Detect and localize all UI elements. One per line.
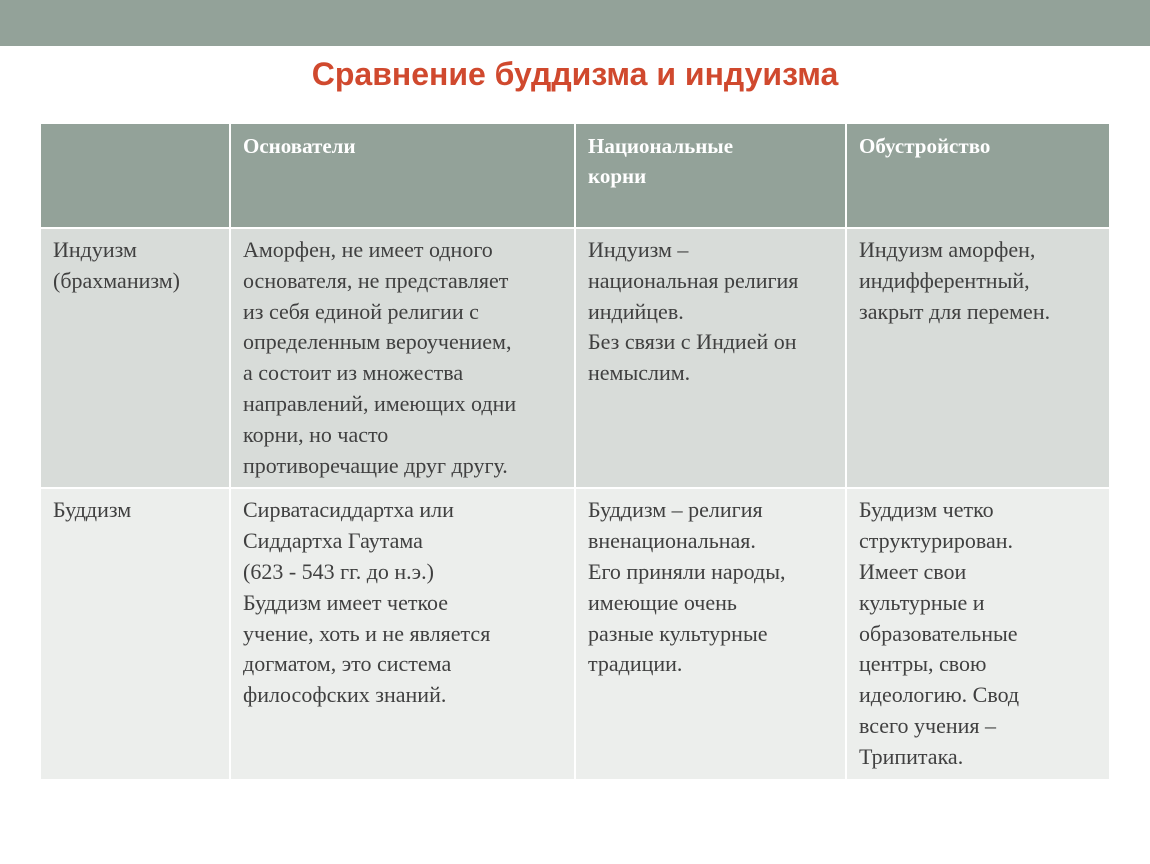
cell-text-line: Имеет свои: [859, 558, 967, 584]
cell-text-line: Сирватасиддартха или: [243, 497, 454, 523]
header-text-line: Основатели: [243, 134, 356, 158]
cell-text-line: Буддизм: [53, 497, 132, 523]
cell-text-line: имеющие очень: [588, 589, 737, 615]
structure-cell: [846, 488, 1109, 779]
cell-text-line: Аморфен, не имеет одного: [243, 237, 493, 262]
header-cell-national-roots: [575, 124, 846, 228]
cell-text-line: структурирован.: [859, 528, 1013, 554]
cell-text-line: Без связи с Индией он: [588, 329, 797, 355]
cell-text-line: Индуизм: [53, 237, 137, 262]
cell-text-line: Трипитака.: [859, 743, 964, 769]
cell-text-line: образовательные: [859, 620, 1018, 646]
cell-text-line: определенным вероучением,: [243, 329, 512, 355]
cell-text-line: закрыт для перемен.: [859, 298, 1051, 324]
header-text-line: корни: [588, 164, 647, 188]
cell-text-line: немыслим.: [588, 360, 691, 386]
national-roots-cell: [575, 228, 846, 488]
comparison-table: [41, 124, 1109, 781]
cell-text-line: традиции.: [588, 651, 683, 677]
cell-text-line: идеологию. Свод: [859, 682, 1020, 708]
top-decorative-band: [0, 0, 1150, 46]
cell-text-line: догматом, это система: [243, 651, 452, 677]
cell-text-line: вненациональная.: [588, 528, 756, 554]
header-cell-founders: [230, 124, 575, 228]
cell-text-line: философских знаний.: [243, 682, 447, 708]
cell-text-line: Его приняли народы,: [588, 558, 786, 584]
cell-text-line: центры, свою: [859, 651, 987, 677]
slide-title: Сравнение буддизма и индуизма: [311, 56, 839, 92]
cell-text-line: индийцев.: [588, 298, 684, 324]
cell-text-line: Сиддартха Гаутама: [243, 528, 423, 554]
cell-text-line: противоречащие друг другу.: [243, 452, 508, 478]
header-cell-structure: [846, 124, 1109, 228]
cell-text-line: Буддизм четко: [859, 497, 994, 523]
row-label-cell: [41, 228, 230, 488]
table-header-row: [41, 124, 1109, 228]
cell-text-line: Буддизм – религия: [588, 497, 763, 523]
cell-text-line: разные культурные: [588, 620, 768, 646]
row-label-cell: [41, 488, 230, 779]
cell-text-line: учение, хоть и не является: [243, 620, 491, 646]
cell-text-line: а состоит из множества: [243, 360, 464, 386]
table-row-hinduism: [41, 228, 1109, 488]
header-text-line: Обустройство: [859, 134, 991, 158]
cell-text-line: всего учения –: [859, 712, 997, 738]
cell-text-line: (брахманизм): [53, 267, 180, 293]
cell-text-line: Буддизм имеет четкое: [243, 589, 449, 615]
header-text-line: Национальные: [588, 134, 734, 158]
cell-text-line: Индуизм аморфен,: [859, 237, 1036, 262]
national-roots-cell: [575, 488, 846, 779]
header-cell-empty: [41, 124, 230, 228]
cell-text-line: культурные и: [859, 589, 985, 615]
table-row-buddhism: [41, 488, 1109, 779]
cell-text-line: основателя, не представляет: [243, 267, 509, 293]
cell-text-line: (623 - 543 гг. до н.э.): [243, 558, 434, 584]
founders-cell: [230, 228, 575, 488]
cell-text-line: из себя единой религии с: [243, 298, 479, 324]
cell-text-line: корни, но часто: [243, 421, 389, 447]
cell-text-line: направлений, имеющих одни: [243, 390, 517, 416]
cell-text-line: Индуизм –: [588, 237, 689, 262]
founders-cell: [230, 488, 575, 779]
cell-text-line: национальная религия: [588, 267, 799, 293]
cell-text-line: индифферентный,: [859, 267, 1030, 293]
structure-cell: [846, 228, 1109, 488]
